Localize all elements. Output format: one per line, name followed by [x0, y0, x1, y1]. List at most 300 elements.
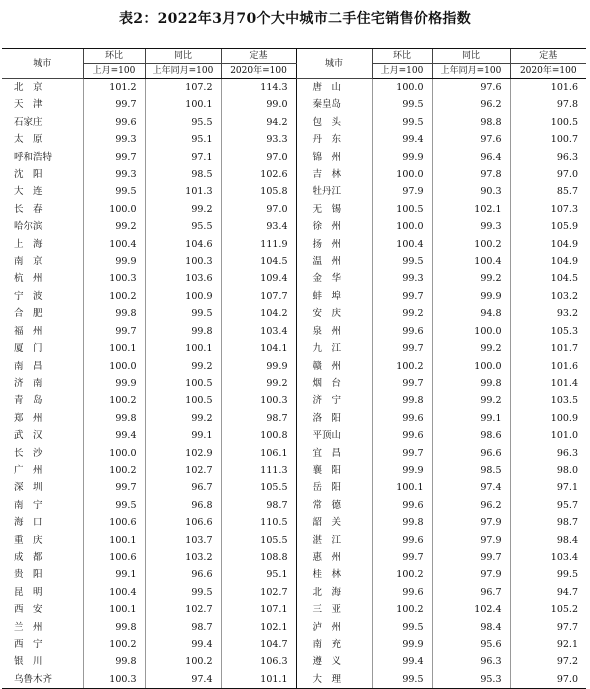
- right-fixed-cell: 92.1: [510, 636, 586, 653]
- right-city-cell: 泸 州: [296, 619, 372, 636]
- right-city-cell: 韶 关: [296, 514, 372, 531]
- right-mom-cell: 99.5: [372, 619, 432, 636]
- right-fixed-cell: 104.5: [510, 270, 586, 287]
- right-yoy-cell: 97.4: [432, 479, 510, 496]
- right-mom-cell: 100.5: [372, 201, 432, 218]
- left-fixed-cell: 114.3: [221, 79, 296, 97]
- left-city-cell: 兰 州: [14, 621, 43, 633]
- right-fixed-cell: 97.1: [510, 479, 586, 496]
- right-yoy-cell: 99.3: [432, 218, 510, 235]
- table-row: [2, 653, 586, 670]
- table-row: [2, 462, 586, 479]
- right-city-cell: 三 亚: [296, 601, 372, 618]
- left-yoy-cell: 99.5: [145, 584, 221, 601]
- right-city-cell: 锦 州: [296, 149, 372, 166]
- right-mom-cell: 99.7: [372, 340, 432, 357]
- left-mom-cell: 99.8: [83, 410, 145, 427]
- left-city-cell: 昆 明: [14, 586, 43, 598]
- left-city-cell: 青 岛: [14, 395, 43, 407]
- right-mom-cell: 99.6: [372, 410, 432, 427]
- left-mom-cell: 99.8: [83, 653, 145, 670]
- right-fixed-cell: 104.9: [510, 236, 586, 253]
- right-city-cell: 无 锡: [296, 201, 372, 218]
- right-mom-cell: 100.2: [372, 566, 432, 583]
- left-city-cell: 乌鲁木齐: [2, 671, 83, 689]
- left-mom-cell: 101.2: [83, 79, 145, 97]
- left-mom-cell: 99.4: [83, 427, 145, 444]
- left-city-cell: 宁 波: [14, 290, 43, 302]
- right-city-cell: 包 头: [296, 114, 372, 131]
- right-city-cell: 泉 州: [296, 323, 372, 340]
- column-subheader-yoy-base: 上年同月=100: [145, 64, 221, 79]
- left-yoy-cell: 95.5: [145, 218, 221, 235]
- table-row: [2, 445, 586, 462]
- left-mom-cell: 99.5: [83, 497, 145, 514]
- header-row-2: [2, 64, 586, 79]
- right-fixed-cell: 101.0: [510, 427, 586, 444]
- right-yoy-cell: 96.4: [432, 149, 510, 166]
- table-row: [2, 671, 586, 689]
- right-fixed-cell: 101.6: [510, 79, 586, 97]
- left-yoy-cell: 101.3: [145, 183, 221, 200]
- right-mom-cell: 99.3: [372, 270, 432, 287]
- left-fixed-cell: 97.0: [221, 149, 296, 166]
- left-yoy-cell: 103.7: [145, 532, 221, 549]
- right-mom-cell: 99.5: [372, 114, 432, 131]
- right-mom-cell: 100.4: [372, 236, 432, 253]
- left-mom-cell: 100.3: [83, 270, 145, 287]
- right-city-cell: 吉 林: [296, 166, 372, 183]
- left-fixed-cell: 108.8: [221, 549, 296, 566]
- right-city-cell: 惠 州: [296, 549, 372, 566]
- table-row: [2, 305, 586, 322]
- left-yoy-cell: 104.6: [145, 236, 221, 253]
- left-mom-cell: 100.2: [83, 392, 145, 409]
- table-row: [2, 149, 586, 166]
- right-mom-cell: 99.2: [372, 305, 432, 322]
- left-yoy-cell: 103.6: [145, 270, 221, 287]
- left-yoy-cell: 102.9: [145, 445, 221, 462]
- left-mom-cell: 99.9: [83, 253, 145, 270]
- left-mom-cell: 100.2: [83, 636, 145, 653]
- right-fixed-cell: 105.9: [510, 218, 586, 235]
- left-city-cell: 西 安: [14, 604, 43, 616]
- left-city-cell: 沈 阳: [14, 169, 43, 181]
- right-city-cell: 湛 江: [296, 532, 372, 549]
- left-mom-cell: 100.3: [83, 671, 145, 689]
- right-city-cell: 牡丹江: [296, 183, 372, 200]
- right-city-cell: 唐 山: [296, 79, 372, 97]
- left-yoy-cell: 96.6: [145, 566, 221, 583]
- left-fixed-cell: 94.2: [221, 114, 296, 131]
- right-fixed-cell: 105.3: [510, 323, 586, 340]
- table-row: [2, 601, 586, 618]
- left-mom-cell: 99.7: [83, 323, 145, 340]
- left-mom-cell: 99.7: [83, 149, 145, 166]
- left-city-cell: 大 连: [14, 186, 43, 198]
- right-yoy-cell: 97.9: [432, 514, 510, 531]
- table-row: [2, 532, 586, 549]
- left-yoy-cell: 107.2: [145, 79, 221, 97]
- right-city-cell: 宜 昌: [296, 445, 372, 462]
- right-mom-cell: 100.0: [372, 166, 432, 183]
- left-mom-cell: 99.3: [83, 166, 145, 183]
- left-yoy-cell: 97.1: [145, 149, 221, 166]
- table-row: [2, 340, 586, 357]
- right-fixed-cell: 94.7: [510, 584, 586, 601]
- table-row: [2, 514, 586, 531]
- left-fixed-cell: 111.9: [221, 236, 296, 253]
- left-mom-cell: 100.0: [83, 445, 145, 462]
- left-fixed-cell: 107.7: [221, 288, 296, 305]
- table-row: [2, 79, 586, 97]
- right-yoy-cell: 99.7: [432, 549, 510, 566]
- right-mom-cell: 99.6: [372, 427, 432, 444]
- left-city-cell: 西 宁: [14, 639, 43, 650]
- table-row: [2, 218, 586, 235]
- right-mom-cell: 99.6: [372, 584, 432, 601]
- right-yoy-cell: 96.6: [432, 445, 510, 462]
- right-mom-cell: 99.7: [372, 445, 432, 462]
- left-fixed-cell: 107.1: [221, 601, 296, 618]
- right-yoy-cell: 99.9: [432, 288, 510, 305]
- left-mom-cell: 100.4: [83, 584, 145, 601]
- right-yoy-cell: 100.2: [432, 236, 510, 253]
- right-fixed-cell: 97.2: [510, 653, 586, 670]
- table-row: [2, 358, 586, 375]
- table-row: [2, 410, 586, 427]
- right-city-cell: 襄 阳: [296, 462, 372, 479]
- left-fixed-cell: 104.1: [221, 340, 296, 357]
- right-fixed-cell: 97.7: [510, 619, 586, 636]
- right-city-cell: 扬 州: [296, 236, 372, 253]
- right-mom-cell: 99.7: [372, 549, 432, 566]
- left-city-cell: 南 宁: [14, 499, 43, 511]
- right-yoy-cell: 98.8: [432, 114, 510, 131]
- column-header-fixed: 定基: [510, 49, 586, 64]
- left-yoy-cell: 102.7: [145, 601, 221, 618]
- right-fixed-cell: 97.0: [510, 166, 586, 183]
- left-mom-cell: 99.8: [83, 619, 145, 636]
- right-yoy-cell: 100.0: [432, 323, 510, 340]
- right-yoy-cell: 98.6: [432, 427, 510, 444]
- right-city-cell: 九 江: [296, 340, 372, 357]
- left-fixed-cell: 106.3: [221, 653, 296, 670]
- right-mom-cell: 99.8: [372, 514, 432, 531]
- left-fixed-cell: 99.2: [221, 375, 296, 392]
- right-fixed-cell: 104.9: [510, 253, 586, 270]
- right-city-cell: 金 华: [296, 270, 372, 287]
- column-subheader-fixed-base: 2020年=100: [221, 64, 296, 79]
- left-city-cell: 重 庆: [14, 534, 43, 546]
- right-city-cell: 温 州: [296, 253, 372, 270]
- right-city-cell: 岳 阳: [296, 479, 372, 496]
- right-mom-cell: 99.5: [372, 96, 432, 113]
- left-fixed-cell: 98.7: [221, 410, 296, 427]
- left-fixed-cell: 100.8: [221, 427, 296, 444]
- left-fixed-cell: 102.7: [221, 584, 296, 601]
- right-mom-cell: 99.7: [372, 288, 432, 305]
- right-city-cell: 桂 林: [296, 566, 372, 583]
- right-fixed-cell: 107.3: [510, 201, 586, 218]
- left-fixed-cell: 97.0: [221, 201, 296, 218]
- right-mom-cell: 100.0: [372, 79, 432, 97]
- right-fixed-cell: 101.7: [510, 340, 586, 357]
- right-fixed-cell: 100.9: [510, 410, 586, 427]
- left-yoy-cell: 99.2: [145, 410, 221, 427]
- left-yoy-cell: 99.8: [145, 323, 221, 340]
- table-row: [2, 288, 586, 305]
- left-yoy-cell: 96.7: [145, 479, 221, 496]
- left-city-cell: 海 口: [14, 517, 43, 529]
- left-yoy-cell: 98.7: [145, 619, 221, 636]
- right-yoy-cell: 102.4: [432, 601, 510, 618]
- right-yoy-cell: 99.2: [432, 392, 510, 409]
- left-yoy-cell: 95.5: [145, 114, 221, 131]
- table-row: [2, 497, 586, 514]
- right-fixed-cell: 99.5: [510, 566, 586, 583]
- right-fixed-cell: 101.4: [510, 375, 586, 392]
- left-mom-cell: 100.1: [83, 601, 145, 618]
- left-fixed-cell: 104.7: [221, 636, 296, 653]
- table-row: [2, 236, 586, 253]
- right-yoy-cell: 99.2: [432, 340, 510, 357]
- right-mom-cell: 97.9: [372, 183, 432, 200]
- right-yoy-cell: 102.1: [432, 201, 510, 218]
- right-mom-cell: 100.0: [372, 218, 432, 235]
- left-fixed-cell: 111.3: [221, 462, 296, 479]
- left-fixed-cell: 93.3: [221, 131, 296, 148]
- left-city-cell: 银 川: [14, 656, 43, 668]
- table-row: [2, 166, 586, 183]
- right-yoy-cell: 98.4: [432, 619, 510, 636]
- right-yoy-cell: 96.2: [432, 497, 510, 514]
- table-row: [2, 549, 586, 566]
- left-mom-cell: 99.1: [83, 566, 145, 583]
- left-mom-cell: 100.0: [83, 358, 145, 375]
- right-mom-cell: 100.2: [372, 358, 432, 375]
- right-yoy-cell: 95.3: [432, 671, 510, 689]
- right-city-cell: 北 海: [296, 584, 372, 601]
- right-city-cell: 平顶山: [296, 427, 372, 444]
- right-mom-cell: 99.5: [372, 253, 432, 270]
- right-mom-cell: 99.4: [372, 653, 432, 670]
- left-city-cell: 南 京: [14, 256, 43, 268]
- left-mom-cell: 100.6: [83, 549, 145, 566]
- right-city-cell: 常 德: [296, 497, 372, 514]
- left-fixed-cell: 105.5: [221, 479, 296, 496]
- left-mom-cell: 99.7: [83, 479, 145, 496]
- header-row-1: [2, 49, 586, 64]
- right-fixed-cell: 100.7: [510, 131, 586, 148]
- right-yoy-cell: 98.5: [432, 462, 510, 479]
- left-city-cell: 济 南: [14, 377, 43, 389]
- column-subheader-fixed-base: 2020年=100: [510, 64, 586, 79]
- left-fixed-cell: 100.3: [221, 392, 296, 409]
- left-yoy-cell: 99.5: [145, 305, 221, 322]
- left-city-cell: 石家庄: [14, 116, 43, 128]
- right-mom-cell: 99.9: [372, 149, 432, 166]
- right-yoy-cell: 94.8: [432, 305, 510, 322]
- right-fixed-cell: 85.7: [510, 183, 586, 200]
- left-city-cell: 哈尔滨: [14, 221, 43, 233]
- column-subheader-yoy-base: 上年同月=100: [432, 64, 510, 79]
- left-city-cell: 呼和浩特: [14, 151, 53, 163]
- left-yoy-cell: 100.2: [145, 653, 221, 670]
- left-fixed-cell: 99.0: [221, 96, 296, 113]
- left-city-cell: 福 州: [14, 325, 43, 337]
- right-city-cell: 徐 州: [296, 218, 372, 235]
- left-city-cell: 广 州: [14, 464, 43, 476]
- left-fixed-cell: 110.5: [221, 514, 296, 531]
- left-city-cell: 长 沙: [14, 447, 43, 459]
- right-fixed-cell: 100.5: [510, 114, 586, 131]
- right-city-cell: 赣 州: [296, 358, 372, 375]
- table-title: 表2：2022年3月70个大中城市二手住宅销售价格指数: [118, 11, 472, 27]
- left-yoy-cell: 100.9: [145, 288, 221, 305]
- right-yoy-cell: 96.7: [432, 584, 510, 601]
- left-city-cell: 合 肥: [14, 308, 43, 320]
- column-header-yoy: 同比: [145, 49, 221, 64]
- right-city-cell: 南 充: [296, 636, 372, 653]
- left-yoy-cell: 99.2: [145, 358, 221, 375]
- right-fixed-cell: 105.2: [510, 601, 586, 618]
- left-mom-cell: 99.8: [83, 305, 145, 322]
- table-row: [2, 636, 586, 653]
- left-mom-cell: 100.2: [83, 288, 145, 305]
- left-fixed-cell: 103.4: [221, 323, 296, 340]
- table-row: [2, 253, 586, 270]
- left-mom-cell: 99.5: [83, 183, 145, 200]
- left-city-cell: 上 海: [14, 238, 43, 250]
- left-mom-cell: 99.9: [83, 375, 145, 392]
- table-row: [2, 131, 586, 148]
- left-yoy-cell: 103.2: [145, 549, 221, 566]
- left-yoy-cell: 99.1: [145, 427, 221, 444]
- left-city-cell: 武 汉: [14, 430, 43, 442]
- table-row: [2, 96, 586, 113]
- left-city-cell: 贵 阳: [14, 569, 43, 581]
- right-yoy-cell: 90.3: [432, 183, 510, 200]
- left-fixed-cell: 98.7: [221, 497, 296, 514]
- right-fixed-cell: 95.7: [510, 497, 586, 514]
- column-subheader-mom-base: 上月=100: [372, 64, 432, 79]
- left-city-cell: 深 圳: [14, 482, 43, 494]
- table-row: [2, 584, 586, 601]
- left-fixed-cell: 104.2: [221, 305, 296, 322]
- table-body: [2, 79, 586, 689]
- right-fixed-cell: 98.7: [510, 514, 586, 531]
- left-mom-cell: 99.6: [83, 114, 145, 131]
- column-subheader-mom-base: 上月=100: [83, 64, 145, 79]
- right-fixed-cell: 96.3: [510, 445, 586, 462]
- left-yoy-cell: 95.1: [145, 131, 221, 148]
- right-city-cell: 烟 台: [296, 375, 372, 392]
- left-mom-cell: 99.7: [83, 96, 145, 113]
- right-city-cell: 秦皇岛: [296, 96, 372, 113]
- right-yoy-cell: 96.2: [432, 96, 510, 113]
- left-yoy-cell: 97.4: [145, 671, 221, 689]
- right-yoy-cell: 99.1: [432, 410, 510, 427]
- column-header-city: 城市: [2, 49, 83, 79]
- table-row: [2, 566, 586, 583]
- left-fixed-cell: 102.6: [221, 166, 296, 183]
- column-header-mom: 环比: [372, 49, 432, 64]
- right-fixed-cell: 96.3: [510, 149, 586, 166]
- left-city-cell: 天 津: [14, 99, 43, 111]
- right-yoy-cell: 97.6: [432, 131, 510, 148]
- right-mom-cell: 99.6: [372, 323, 432, 340]
- right-yoy-cell: 99.2: [432, 270, 510, 287]
- column-header-fixed: 定基: [221, 49, 296, 64]
- left-fixed-cell: 95.1: [221, 566, 296, 583]
- left-yoy-cell: 96.8: [145, 497, 221, 514]
- left-mom-cell: 100.6: [83, 514, 145, 531]
- right-city-cell: 安 庆: [296, 305, 372, 322]
- left-yoy-cell: 102.7: [145, 462, 221, 479]
- table-row: [2, 392, 586, 409]
- right-yoy-cell: 97.6: [432, 79, 510, 97]
- right-mom-cell: 99.4: [372, 131, 432, 148]
- left-yoy-cell: 100.1: [145, 340, 221, 357]
- table-row: [2, 201, 586, 218]
- right-city-cell: 大 理: [296, 671, 372, 689]
- left-yoy-cell: 100.1: [145, 96, 221, 113]
- left-fixed-cell: 104.5: [221, 253, 296, 270]
- table-row: [2, 114, 586, 131]
- table-row: [2, 323, 586, 340]
- column-header-city: 城市: [296, 49, 372, 79]
- right-mom-cell: 100.1: [372, 479, 432, 496]
- left-fixed-cell: 105.5: [221, 532, 296, 549]
- left-mom-cell: 99.3: [83, 131, 145, 148]
- table-row: [2, 619, 586, 636]
- right-fixed-cell: 103.4: [510, 549, 586, 566]
- left-fixed-cell: 93.4: [221, 218, 296, 235]
- left-city-cell: 杭 州: [14, 273, 43, 285]
- price-index-table: [2, 48, 586, 689]
- left-city-cell: 郑 州: [14, 412, 43, 424]
- right-yoy-cell: 97.8: [432, 166, 510, 183]
- right-yoy-cell: 97.9: [432, 566, 510, 583]
- table-row: [2, 270, 586, 287]
- left-mom-cell: 100.0: [83, 201, 145, 218]
- left-fixed-cell: 109.4: [221, 270, 296, 287]
- left-fixed-cell: 106.1: [221, 445, 296, 462]
- left-mom-cell: 100.1: [83, 532, 145, 549]
- left-city-cell: 北 京: [14, 82, 43, 93]
- left-yoy-cell: 100.3: [145, 253, 221, 270]
- table-row: [2, 479, 586, 496]
- column-header-yoy: 同比: [432, 49, 510, 64]
- left-city-cell: 太 原: [14, 134, 43, 146]
- right-mom-cell: 100.2: [372, 601, 432, 618]
- table-row: [2, 427, 586, 444]
- left-fixed-cell: 105.8: [221, 183, 296, 200]
- left-fixed-cell: 101.1: [221, 671, 296, 689]
- left-mom-cell: 99.2: [83, 218, 145, 235]
- left-mom-cell: 100.4: [83, 236, 145, 253]
- right-city-cell: 济 宁: [296, 392, 372, 409]
- table-row: [2, 183, 586, 200]
- left-yoy-cell: 99.2: [145, 201, 221, 218]
- left-mom-cell: 100.1: [83, 340, 145, 357]
- right-yoy-cell: 100.4: [432, 253, 510, 270]
- left-yoy-cell: 100.5: [145, 375, 221, 392]
- left-yoy-cell: 106.6: [145, 514, 221, 531]
- right-city-cell: 丹 东: [296, 131, 372, 148]
- column-header-mom: 环比: [83, 49, 145, 64]
